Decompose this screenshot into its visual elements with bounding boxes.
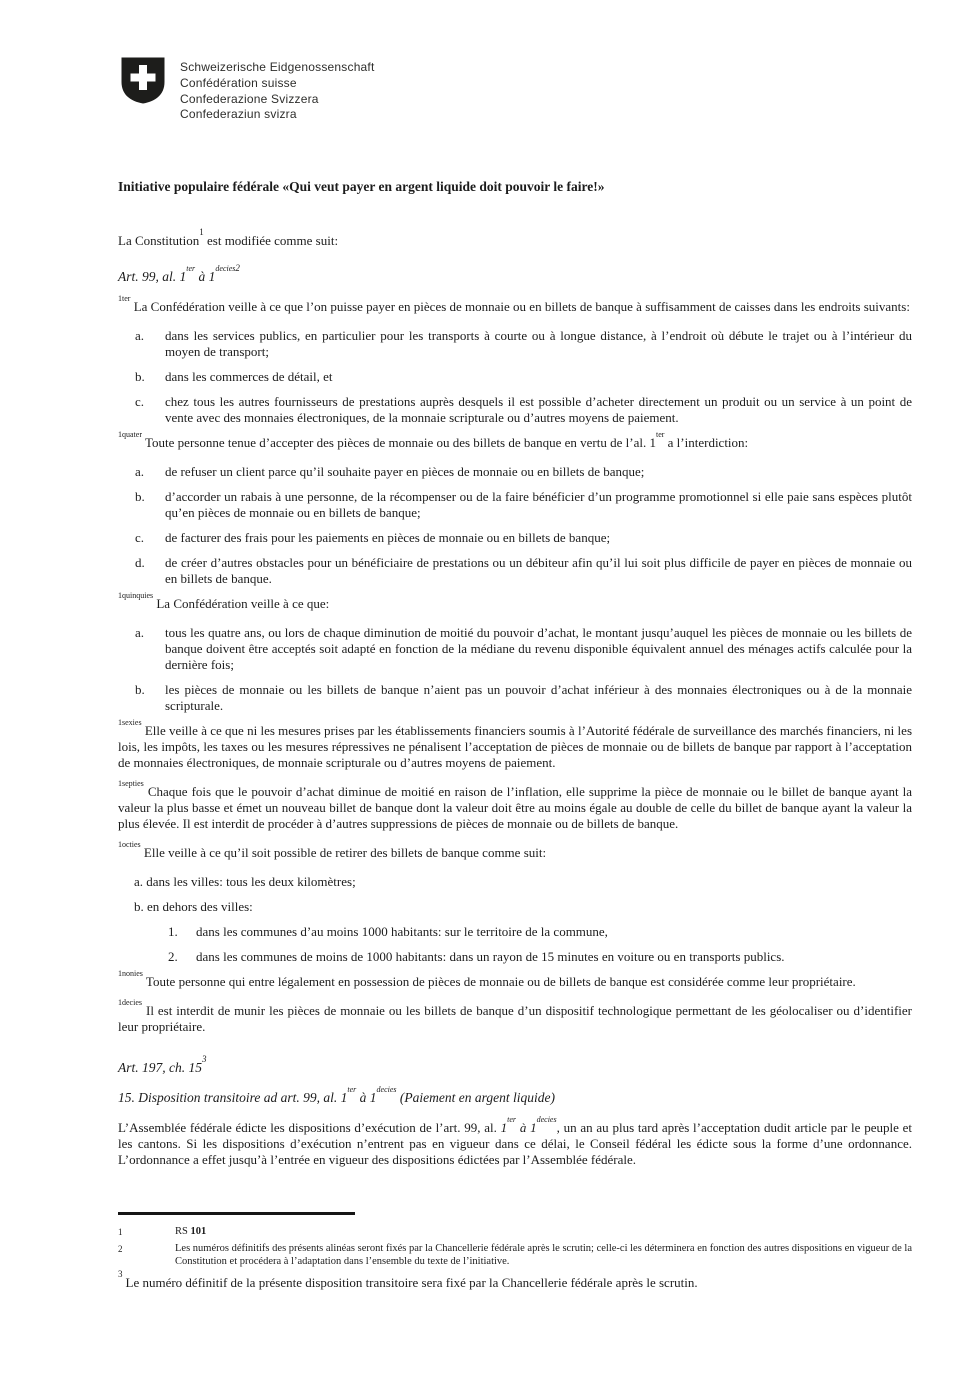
alinea-marker-1ter: 1ter xyxy=(118,293,131,303)
list-item-1quinquies-a xyxy=(135,625,912,673)
alinea-marker-1sexies: 1sexies xyxy=(118,717,142,727)
item-text: dans les commerces de détail, et xyxy=(165,368,333,384)
art99-heading-text: Art. 99, al. 1 xyxy=(118,269,187,285)
sup-decies: decies xyxy=(536,1114,557,1124)
footnote-ref-2: 2 xyxy=(235,263,240,274)
sup-ter-inline: ter xyxy=(655,429,665,439)
transitional-body-post: , un an au plus tard après l’acceptation dudit article par le peuple et les cantons. Si les dispositions d’exécution n’entrent pas en vigueur dans ce délai, le Conseil fédéral les édicte sous la forme d’une ordonnance. L’ordonnance a effet jusqu’à l’entrée en vigueur des dispositions édictées par l’Assemblée fédérale. xyxy=(118,1119,913,1167)
alinea-marker-1quater: 1quater xyxy=(118,429,142,439)
transitional-body-pre: L’Assemblée fédérale édicte les dispositions d’exécution de l’art. 99, al. xyxy=(118,1119,501,1135)
item-label: d. xyxy=(135,554,145,570)
item-label: b. xyxy=(135,368,145,384)
sup-ter: ter xyxy=(186,264,196,274)
logo-line-rm: Confederaziun svizra xyxy=(180,107,297,122)
alinea-1septies-text: Chaque fois que le pouvoir d’achat diminue de moitié en raison de l’inflation, elle supprime la pièce de monnaie ou le billet de banque ayant la valeur la plus basse et émet un nouveau billet de banque dont la valeur doit être au moins égale au double de celle du billet de banque ayant la valeur la plus élevée. Il est interdit de procéder à d’autres suppressions de pièces de monnaie ou de billets de banque. xyxy=(118,783,913,831)
art99-heading xyxy=(118,263,912,285)
footnote-text: Le numéro définitif de la présente disposition transitoire sera fixé par la Chancellerie fédérale après le scrutin. xyxy=(125,1274,698,1290)
subitem-label: 1. xyxy=(168,923,178,939)
list-item-1quater-d xyxy=(135,555,912,587)
art197-heading-text: Art. 197, ch. 15 xyxy=(118,1059,202,1075)
item-text: dans les services publics, en particulier pour les transports à courte ou à longue distance, à l’endroit où débute le trajet ou à l’intérieur du moyen de transport; xyxy=(165,327,912,359)
transitional-provision-body xyxy=(118,1114,913,1168)
sublist-item-1 xyxy=(168,924,912,940)
footnote-text xyxy=(175,1225,912,1240)
footnote-ref-1: 1 xyxy=(199,227,204,238)
footnote-ref-3: 3 xyxy=(202,1053,207,1064)
sup-ter: ter xyxy=(347,1085,357,1095)
item-label: c. xyxy=(135,529,145,545)
alinea-1sexies xyxy=(118,717,912,771)
alinea-1quater-post: a l’interdiction: xyxy=(664,434,749,450)
item-label: c. xyxy=(135,393,145,409)
alinea-marker-1quinquies: 1quinquies xyxy=(118,590,154,600)
alinea-1quater-pre: Toute personne tenue d’accepter des pièces de monnaie ou des billets de banque en vertu de l’al. 1 xyxy=(145,434,656,450)
alinea-1octies xyxy=(118,839,912,861)
list-item-1ter-a xyxy=(135,328,912,360)
alinea-marker-1nonies: 1nonies xyxy=(118,968,143,978)
footnote-separator xyxy=(118,1212,355,1215)
art99-heading-mid: à 1 xyxy=(195,269,216,285)
intro-pre: La Constitution xyxy=(118,233,200,249)
alinea-1octies-text: Elle veille à ce qu’il soit possible de retirer des billets de banque comme suit: xyxy=(143,844,547,860)
alinea-1quinquies xyxy=(118,590,912,612)
sup-ter: ter xyxy=(507,1114,517,1124)
sup-decies: decies xyxy=(215,264,236,274)
footnote-1-number: 101 xyxy=(190,1226,207,1237)
transitional-body-italic-2: à 1 xyxy=(516,1119,537,1135)
doc-title: Initiative populaire fédérale «Qui veut payer en argent liquide doit pouvoir le faire!» xyxy=(118,179,605,195)
footnote-marker: 1 xyxy=(118,1227,123,1237)
item-label: b. xyxy=(135,488,145,504)
alinea-1sexies-text: Elle veille à ce que ni les mesures prises par les établissements financiers soumis à l’Autorité fédérale de surveillance des marchés financiers, ni les lois, les impôts, les taxes ou les mesures répressives ne pénalisent l’acceptation de pièces de monnaie ou de billets de banque par rapport à l’acceptation de monnaies électroniques, de monnaie scripturale ou d’autres moyens de paiement. xyxy=(118,722,912,770)
art197-heading xyxy=(118,1053,912,1076)
list-item-1quater-a xyxy=(135,464,912,480)
subitem-text: dans les communes de moins de 1000 habitants: dans un rayon de 15 minutes en voiture ou en transports publics. xyxy=(196,948,785,964)
item-label: a. xyxy=(135,463,145,479)
alinea-1ter xyxy=(118,293,912,315)
item-text: d’accorder un rabais à une personne, de la récompenser ou de la faire bénéficier d’un programme promotionnel si elle paie sans espèces plutôt qu’en pièces de monnaie ou en billets de banque; xyxy=(165,488,912,520)
item-label: a. xyxy=(135,624,145,640)
list-item-1quater-c xyxy=(135,530,912,546)
intro-post: est modifiée comme suit: xyxy=(203,233,339,249)
alinea-marker-1septies: 1septies xyxy=(118,778,144,788)
item-label: a. xyxy=(135,327,145,343)
footnote-marker: 2 xyxy=(118,1243,123,1254)
item-text: chez tous les autres fournisseurs de prestations auprès desquels il est possible d’acheter directement un produit ou un service à un point de vente avec des monnaies électroniques, de la monnaie scripturale ou d’autres moyens de paiement. xyxy=(165,393,912,425)
alinea-1decies-text: Il est interdit de munir les pièces de monnaie ou les billets de banque d’un dispositif technologique permettant de les géolocaliser ou d’identifier leur propriétaire. xyxy=(118,1002,913,1034)
page-content xyxy=(118,0,912,1181)
alinea-1nonies xyxy=(118,968,912,990)
footnote-3 xyxy=(118,1268,912,1291)
item-text: les pièces de monnaie ou les billets de banque n’aient pas un pouvoir d’achat inférieur à des monnaies électroniques ou à de la monnaie scripturale. xyxy=(165,681,912,713)
transitional-heading-pre: 15. Disposition transitoire ad art. 99, al. 1 xyxy=(118,1090,348,1106)
list-item-1octies-a: a. dans les villes: tous les deux kilomètres; xyxy=(134,873,356,889)
list-item-1quinquies-b xyxy=(135,682,912,714)
item-text: de facturer des frais pour les paiements en pièces de monnaie ou en billets de banque; xyxy=(165,529,611,545)
footnote-marker: 3 xyxy=(118,1268,123,1279)
swiss-coat-of-arms-icon xyxy=(120,56,166,105)
alinea-marker-1decies: 1decies xyxy=(118,997,142,1007)
alinea-1quater xyxy=(118,429,912,451)
alinea-1quinquies-text: La Confédération veille à ce que: xyxy=(156,595,330,611)
intro-line xyxy=(118,227,912,249)
logo-wordmark xyxy=(180,56,375,123)
swiss-confederation-logo xyxy=(120,56,912,123)
footnote-2 xyxy=(118,1242,912,1269)
footnote-text: Les numéros définitifs des présents alinéas seront fixés par la Chancellerie fédérale après le scrutin; celle-ci les déterminera en fonction des autres dispositions en vigueur de la Constitution et procédera à l’adaptation dans l’ensemble du texte de l’initiative. xyxy=(175,1242,912,1267)
list-item-1octies-b: b. en dehors des villes: xyxy=(134,898,253,914)
list-item-1ter-c xyxy=(135,394,912,426)
sublist-item-2 xyxy=(168,949,912,965)
item-text: de créer d’autres obstacles pour un bénéficiaire de prestations ou un débiteur afin qu’il lui soit plus difficile de payer en pièces de monnaie ou en billets de banque. xyxy=(165,554,912,586)
transitional-provision-heading xyxy=(118,1085,912,1106)
footnotes-section xyxy=(118,1212,912,1291)
item-text: de refuser un client parce qu’il souhaite payer en pièces de monnaie ou en billets de banque; xyxy=(165,463,645,479)
footnote-1-pre: RS xyxy=(175,1226,191,1237)
subitem-label: 2. xyxy=(168,948,178,964)
item-label: b. xyxy=(135,681,145,697)
list-item-1ter-b xyxy=(135,369,912,385)
alinea-1decies xyxy=(118,997,913,1035)
transitional-body-italic-1: 1 xyxy=(500,1119,508,1135)
logo-line-de: Schweizerische Eidgenossenschaft xyxy=(180,60,375,74)
alinea-1ter-text: La Confédération veille à ce que l’on puisse payer en pièces de monnaie ou en billets de banque à suffisamment de caisses dans les endroits suivants: xyxy=(133,298,910,314)
alinea-1septies xyxy=(118,778,913,832)
sup-decies: decies xyxy=(376,1085,397,1095)
alinea-marker-1octies: 1octies xyxy=(118,839,141,849)
transitional-heading-mid: à 1 xyxy=(356,1090,377,1106)
list-item-1quater-b xyxy=(135,489,912,521)
item-text: tous les quatre ans, ou lors de chaque diminution de moitié du pouvoir d’achat, le montant jusqu’auquel les pièces de monnaie ou les billets de banque doivent être acceptés soit adapté en fonction de la médiane du revenu disponible équivalent annuel des ménages actifs calculée pour la dernière fois; xyxy=(165,624,912,672)
logo-line-fr: Confédération suisse xyxy=(180,75,297,90)
alinea-1nonies-text: Toute personne qui entre légalement en possession de pièces de monnaie ou de billets de banque est considérée comme leur propriétaire. xyxy=(145,973,856,989)
footnote-1 xyxy=(118,1225,912,1240)
logo-line-it: Confederazione Svizzera xyxy=(180,91,319,106)
subitem-text: dans les communes d’au moins 1000 habitants: sur le territoire de la commune, xyxy=(196,923,608,939)
transitional-heading-post: (Paiement en argent liquide) xyxy=(396,1090,556,1106)
